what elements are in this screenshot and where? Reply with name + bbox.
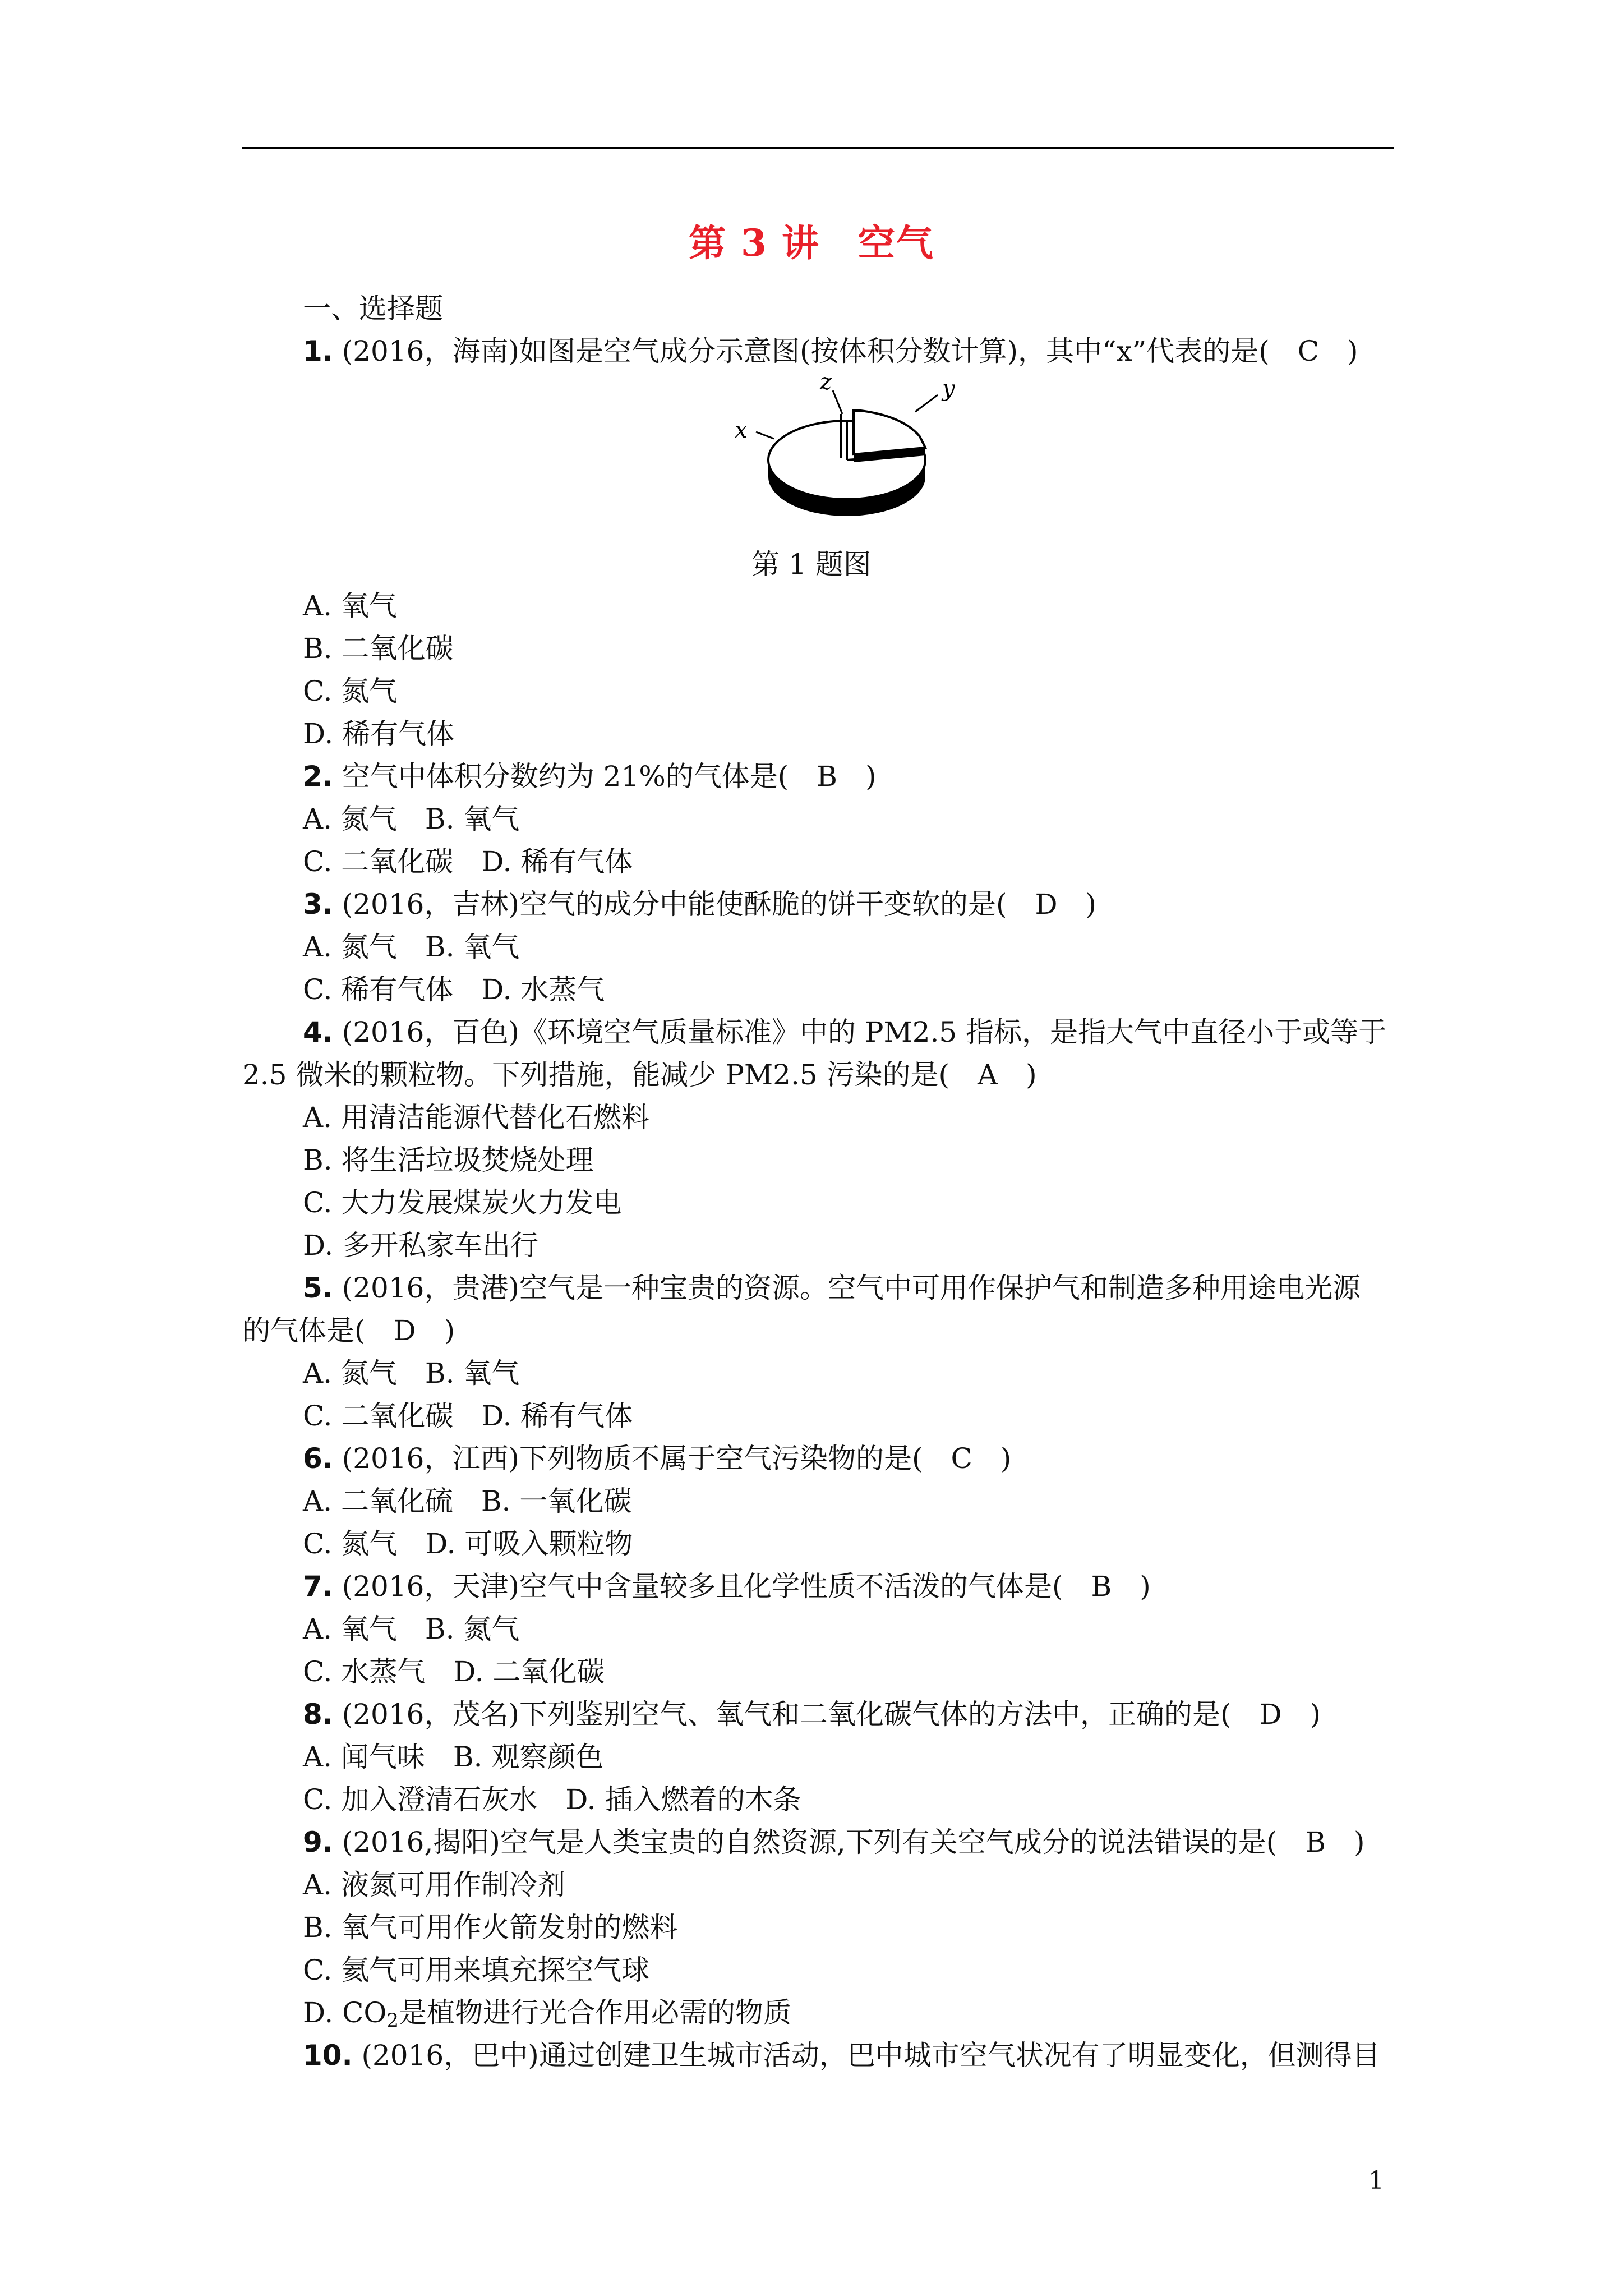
option: D. 稀有气体	[303, 717, 455, 750]
figure-caption: 第 1 题图	[751, 548, 872, 581]
question-number: 3.	[303, 888, 333, 921]
question-text: (2016，海南)如图是空气成分示意图(按体积分数计算)，其中“x”代表的是( C )	[342, 335, 1358, 367]
question-text-continued: 的气体是( D )	[242, 1314, 455, 1347]
option: B. 二氧化碳	[303, 632, 454, 665]
option: A. 氮气 B. 氧气	[303, 1357, 520, 1389]
label-x: x	[735, 417, 748, 443]
option: C. 氦气可用来填充探空气球	[303, 1954, 650, 1986]
option: A. 液氮可用作制冷剂	[303, 1869, 565, 1901]
question-2	[303, 760, 877, 793]
option: C. 加入澄清石灰水 D. 插入燃着的木条	[303, 1783, 801, 1816]
question-text: (2016，贵港)空气是一种宝贵的资源。空气中可用作保护气和制造多种用途电光源	[342, 1272, 1361, 1304]
question-text-continued: 2.5 微米的颗粒物。下列措施，能减少 PM2.5 污染的是( A )	[242, 1059, 1037, 1091]
leader-x	[756, 432, 774, 439]
question-6	[303, 1442, 1011, 1475]
option-d-subscript: 2	[386, 2009, 399, 2032]
option: D. 多开私家车出行	[303, 1229, 539, 1262]
section-heading: 一、选择题	[303, 292, 443, 325]
question-number: 2.	[303, 760, 333, 793]
page-number: 1	[1368, 2166, 1384, 2195]
question-number: 4.	[303, 1016, 333, 1048]
pie-slice-y	[854, 411, 925, 454]
option: B. 将生活垃圾焚烧处理	[303, 1144, 594, 1176]
option: A. 氧气	[303, 590, 397, 622]
question-number: 10.	[303, 2039, 353, 2072]
option: C. 二氧化碳 D. 稀有气体	[303, 1400, 633, 1432]
question-4	[303, 1015, 1386, 1049]
leader-y	[915, 395, 938, 412]
label-y: y	[942, 376, 955, 402]
question-10	[303, 2039, 1380, 2072]
question-5	[303, 1271, 1361, 1305]
option: C. 氮气	[303, 675, 398, 707]
option	[303, 1996, 791, 2037]
leader-z	[833, 390, 842, 414]
option: A. 氮气 B. 氧气	[303, 803, 520, 835]
question-text: (2016，百色)《环境空气质量标准》中的 PM2.5 指标，是指大气中直径小于或等于	[342, 1016, 1387, 1048]
option: B. 氧气可用作火箭发射的燃料	[303, 1911, 678, 1944]
option: C. 大力发展煤炭火力发电	[303, 1186, 622, 1219]
question-9	[303, 1825, 1365, 1859]
question-text: (2016，天津)空气中含量较多且化学性质不活泼的气体是( B )	[342, 1570, 1151, 1603]
question-text: 空气中体积分数约为 21%的气体是( B )	[342, 760, 877, 793]
option: A. 二氧化硫 B. 一氧化碳	[303, 1485, 632, 1517]
question-8	[303, 1697, 1321, 1731]
question-text: (2016，吉林)空气的成分中能使酥脆的饼干变软的是( D )	[342, 888, 1097, 921]
question-text: (2016,揭阳)空气是人类宝贵的自然资源,下列有关空气成分的说法错误的是( B )	[342, 1826, 1365, 1858]
question-1	[303, 334, 1358, 368]
option: C. 稀有气体 D. 水蒸气	[303, 973, 605, 1006]
pie-body	[768, 411, 925, 516]
option-d-suffix: 是植物进行光合作用必需的物质	[398, 1996, 791, 2029]
option: A. 用清洁能源代替化石燃料	[303, 1101, 649, 1134]
question-number: 6.	[303, 1442, 333, 1475]
page-title: 第 3 讲 空气	[689, 221, 934, 265]
option: A. 闻气味 B. 观察颜色	[303, 1741, 604, 1773]
question-number: 5.	[303, 1272, 333, 1304]
label-z: z	[820, 370, 832, 395]
pie-figure	[723, 370, 993, 539]
question-number: 9.	[303, 1826, 333, 1858]
option: A. 氧气 B. 氮气	[303, 1613, 520, 1645]
question-number: 1.	[303, 335, 333, 367]
option: A. 氮气 B. 氧气	[303, 931, 520, 963]
header-rule	[242, 147, 1394, 149]
option: C. 氮气 D. 可吸入颗粒物	[303, 1527, 633, 1560]
question-text: (2016，巴中)通过创建卫生城市活动，巴中城市空气状况有了明显变化，但测得目	[361, 2039, 1380, 2072]
question-number: 8.	[303, 1698, 333, 1731]
question-text: (2016，江西)下列物质不属于空气污染物的是( C )	[342, 1442, 1012, 1475]
question-text: (2016，茂名)下列鉴别空气、氧气和二氧化碳气体的方法中，正确的是( D )	[342, 1698, 1321, 1731]
option-d-prefix: D. CO	[303, 1996, 387, 2029]
question-7	[303, 1570, 1151, 1603]
option: C. 水蒸气 D. 二氧化碳	[303, 1655, 605, 1688]
question-3	[303, 887, 1096, 921]
question-number: 7.	[303, 1570, 333, 1603]
option: C. 二氧化碳 D. 稀有气体	[303, 845, 633, 878]
